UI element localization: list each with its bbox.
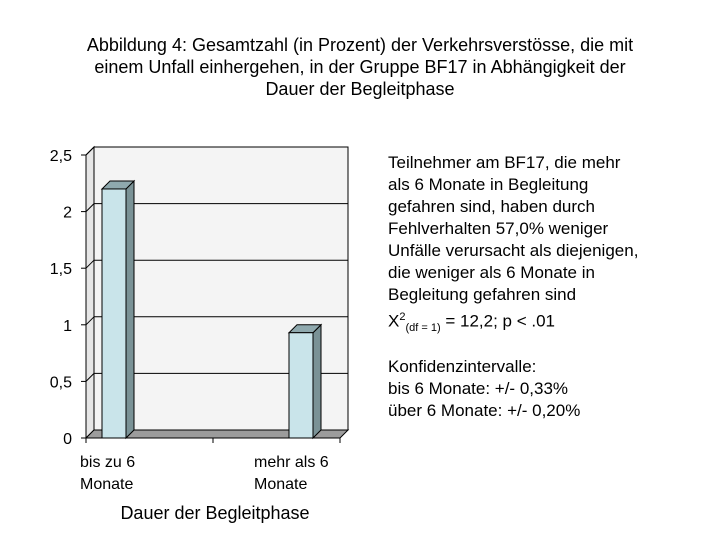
annotation-line: Unfälle verursacht als diejenigen, bbox=[388, 241, 639, 260]
plot-side-wall bbox=[86, 147, 94, 438]
bar bbox=[102, 189, 126, 438]
annotation-line: die weniger als 6 Monate in bbox=[388, 263, 595, 282]
y-tick-label: 2,5 bbox=[49, 148, 72, 165]
confidence-intervals bbox=[388, 356, 708, 422]
annotation-line: als 6 Monate in Begleitung bbox=[388, 175, 589, 194]
y-tick-label: 2 bbox=[63, 204, 72, 222]
annotation-line: Teilnehmer am BF17, die mehr bbox=[388, 153, 621, 172]
chart-title-line: einem Unfall einhergehen, in der Gruppe BF17 in Abhängigkeit der bbox=[94, 57, 626, 77]
y-tick-label: 0 bbox=[63, 431, 72, 448]
annotation-line: Begleitung gefahren sind bbox=[388, 285, 577, 304]
annotation-line: Fehlverhalten 57,0% weniger bbox=[388, 219, 609, 238]
annotation-text bbox=[388, 152, 708, 339]
ci-heading: Konfidenzintervalle: bbox=[388, 357, 537, 376]
x-category-label-1 bbox=[80, 452, 135, 496]
stat-superscript: 2 bbox=[399, 311, 406, 323]
bar-side bbox=[126, 181, 134, 438]
bar-side bbox=[313, 325, 321, 438]
bar bbox=[289, 333, 313, 438]
x-category-line: mehr als 6 bbox=[254, 454, 329, 471]
chi-square-statistic bbox=[388, 306, 708, 339]
y-tick-label: 1 bbox=[63, 317, 72, 335]
ci-line: bis 6 Monate: +/- 0,33% bbox=[388, 379, 569, 398]
ci-line: über 6 Monate: +/- 0,20% bbox=[388, 401, 581, 420]
chart-title-line: Dauer der Begleitphase bbox=[265, 79, 455, 99]
chart-title-line: Abbildung 4: Gesamtzahl (in Prozent) der Verkehrsverstösse, die mit bbox=[86, 35, 634, 55]
x-category-line: Monate bbox=[254, 476, 308, 493]
x-category-line: Monate bbox=[80, 476, 134, 493]
annotation-line: gefahren sind, haben durch bbox=[388, 197, 595, 216]
stat-subscript: (df = 1) bbox=[405, 322, 441, 335]
y-tick-label: 1,5 bbox=[49, 261, 72, 279]
y-tick-label: 0,5 bbox=[49, 374, 72, 392]
x-axis-title: Dauer der Begleitphase bbox=[120, 503, 310, 523]
x-category-line: bis zu 6 bbox=[80, 454, 136, 471]
x-category-label-2 bbox=[254, 452, 329, 496]
stat-symbol: X bbox=[388, 311, 400, 331]
stat-value: = 12,2; p < .01 bbox=[440, 311, 555, 331]
